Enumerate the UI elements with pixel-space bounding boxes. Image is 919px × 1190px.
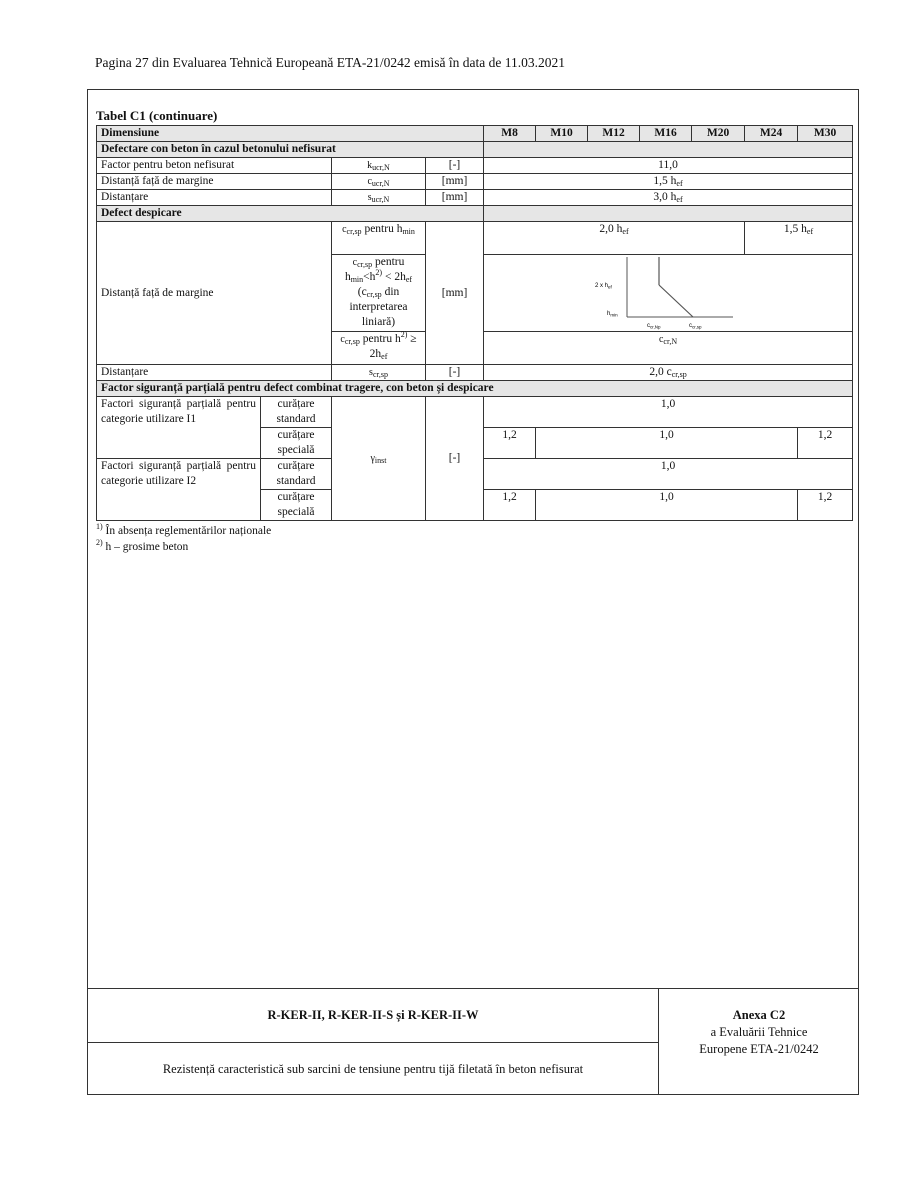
row-unit: [mm] — [426, 222, 484, 365]
row-unit: [mm] — [426, 190, 484, 206]
row-value: 3,0 $h_{ef}$ — [484, 190, 853, 206]
row-value: 2,0 $h_{ef}$ — [484, 222, 745, 255]
table-row — [97, 397, 853, 428]
annex-line: a Evaluării Tehnice — [710, 1025, 808, 1039]
footnote: $^{2)}$ h – grosime beton — [96, 538, 189, 553]
diagram-curve — [659, 285, 693, 317]
page-header: Pagina 27 din Evaluarea Tehnică Europeană ETA-21/0242 emisă în data de 11.03.2021 — [95, 55, 565, 70]
diagram-label-2hef: 2 x $h_{ef}$ — [595, 283, 612, 290]
section-row — [97, 381, 853, 397]
cleaning-type: curățare standard — [261, 459, 332, 490]
row-value: 1,0 — [484, 459, 853, 490]
size-header: M20 — [692, 126, 745, 142]
row-value: 1,5 $h_{ef}$ — [484, 174, 853, 190]
row-value: 1,0 — [484, 397, 853, 428]
table-row — [97, 190, 853, 206]
interpolation-diagram — [484, 255, 853, 332]
cleaning-type: curățare specială — [261, 490, 332, 521]
row-label: Factori siguranță parțială pentru categorie utilizare I1 — [97, 397, 261, 459]
size-header: M24 — [745, 126, 798, 142]
footer-annex — [659, 1007, 859, 1058]
row-symbol: $\gamma_{inst}$ — [332, 397, 426, 521]
dimension-header: Dimensiune — [97, 126, 484, 142]
table-row — [97, 174, 853, 190]
row-label: Distanță față de margine — [97, 222, 332, 365]
row-value: 1,5 $h_{ef}$ — [745, 222, 853, 255]
row-value: 11,0 — [484, 158, 853, 174]
row-unit: [mm] — [426, 174, 484, 190]
annex-title: Anexa C2 — [732, 1008, 786, 1022]
row-symbol: $c_{cr,sp}$ pentru $h^{2)} \ge 2h_{ef}$ — [332, 332, 426, 365]
row-label: Distanță față de margine — [97, 174, 332, 190]
size-header: M10 — [536, 126, 588, 142]
annex-line: Europene ETA-21/0242 — [699, 1042, 819, 1056]
footnote: $^{1)}$ În absența reglementărilor naționale — [96, 522, 272, 537]
row-symbol: $k_{ucr,N}$ — [332, 158, 426, 174]
row-value: 1,0 — [536, 490, 798, 521]
cleaning-type: curățare standard — [261, 397, 332, 428]
row-label: Factori siguranță parțială pentru categorie utilizare I2 — [97, 459, 261, 521]
cleaning-type: curățare specială — [261, 428, 332, 459]
row-symbol: $c_{cr,sp}$ pentru $h_{min}$ — [332, 222, 426, 255]
footer-product: R-KER-II, R-KER-II-S și R-KER-II-W — [88, 989, 659, 1043]
table-row — [97, 158, 853, 174]
footer-box — [87, 988, 859, 1095]
row-value: 1,2 — [798, 428, 853, 459]
row-value: 2,0 $c_{cr,sp}$ — [484, 365, 853, 381]
header-row — [97, 126, 853, 142]
footer-description: Rezistență caracteristică sub sarcini de tensiune pentru tijă filetată în beton nefisurat — [88, 1043, 659, 1095]
row-symbol: $s_{ucr,N}$ — [332, 190, 426, 206]
row-value: 1,2 — [484, 428, 536, 459]
row-symbol: $c_{cr,sp}$ pentru $h_{min}<h^{2)} < 2h_{ef}$ ($c_{cr,sp}$ din interpretarea liniară) — [332, 255, 426, 332]
table-row — [97, 365, 853, 381]
diagram-label-hmin: $h_{min}$ — [607, 311, 618, 318]
section-row — [97, 142, 853, 158]
size-header: M16 — [640, 126, 692, 142]
row-value: 1,2 — [798, 490, 853, 521]
row-unit: [-] — [426, 397, 484, 521]
diagram-label-ccrsp: $c_{cr,sp}$ — [689, 323, 702, 330]
row-unit: [-] — [426, 158, 484, 174]
row-value: $c_{cr,N}$ — [484, 332, 853, 365]
data-table — [96, 125, 853, 521]
table-area — [96, 125, 852, 555]
section-title: Factor siguranță parțială pentru defect combinat tragere, con beton și despicare — [97, 381, 853, 397]
table-row — [97, 222, 853, 255]
row-label: Factor pentru beton nefisurat — [97, 158, 332, 174]
size-header: M30 — [798, 126, 853, 142]
table-title: Tabel C1 (continuare) — [96, 108, 218, 123]
row-label: Distanțare — [97, 190, 332, 206]
size-header: M8 — [484, 126, 536, 142]
row-value: 1,2 — [484, 490, 536, 521]
row-symbol: $c_{ucr,N}$ — [332, 174, 426, 190]
diagram-svg — [593, 255, 743, 331]
footnotes — [96, 523, 852, 555]
section-title: Defectare con beton în cazul betonului nefisurat — [97, 142, 484, 158]
section-row — [97, 206, 853, 222]
row-value: 1,0 — [536, 428, 798, 459]
size-header: M12 — [588, 126, 640, 142]
row-symbol: $s_{cr,sp}$ — [332, 365, 426, 381]
row-unit: [-] — [426, 365, 484, 381]
section-title: Defect despicare — [97, 206, 484, 222]
diagram-label-ccrnp: $c_{cr,Np}$ — [647, 323, 661, 330]
row-label: Distanțare — [97, 365, 332, 381]
